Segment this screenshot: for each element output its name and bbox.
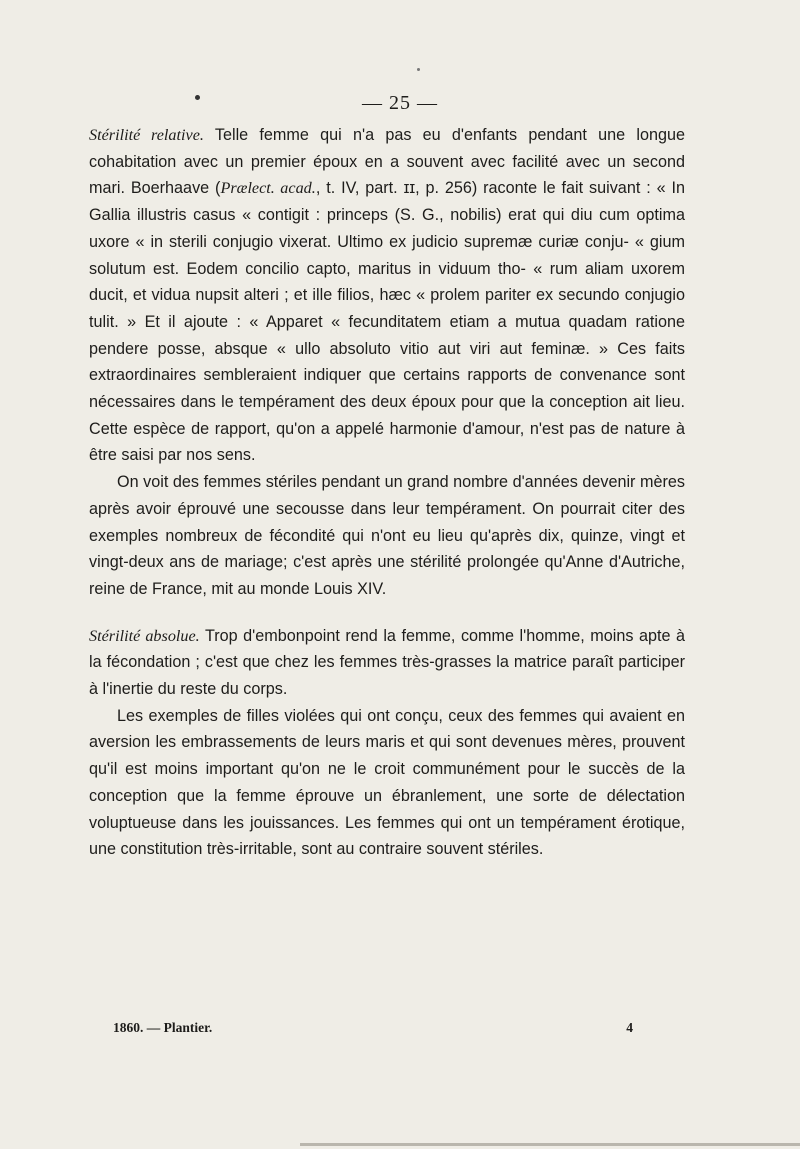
paragraph-text: Trop d'embonpoint rend la femme, comme l'homme, moins apte à la fécondation ; c'est que chez les femmes très-grasses la matrice paraît participer à l'inertie du reste du corps. <box>89 626 685 699</box>
paragraph-relative-sterility <box>89 122 685 469</box>
ink-speck <box>417 68 420 71</box>
section-run-in-heading: Stérilité absolue. <box>89 626 200 645</box>
body-text <box>89 122 685 863</box>
page-footer <box>113 1020 633 1036</box>
signature-mark: 4 <box>626 1020 633 1035</box>
paragraph-examples: Les exemples de filles violées qui ont conçu, ceux des femmes qui avaient en aversion les embrassements de leurs maris et qui sont devenues mères, prouvent qu'il est moins important qu'on ne le croit communément pour le succès de la conception que la femme éprouve un ébranlement, une sorte de délectation voluptueuse dans les jouissances. Les femmes qui ont un tempérament érotique, une constitution très-irritable, sont au contraire souvent stériles. <box>89 706 685 859</box>
citation-title: Prælect. acad. <box>220 179 316 198</box>
paragraph-text: , t. IV, part. ɪɪ, p. 256) raconte le fait suivant : « In Gallia illustris casus « contigit : princeps (S. G., nobilis) erat qui diu cum optima uxore « in sterili conjugio vixerat. Ultimo ex judicio supremæ curiæ conju- « gium solutum est. Eodem concilio capto, maritus in viduum tho- « rum aliam uxorem ducit, et vidua nupsit alteri ; et ille filios, hæc « prolem pariter ex secundo conjugio tulit. » Et il ajoute : « Apparet « fecunditatem etiam a mutua quadam ratione pendere posse, absque « ullo absoluto vitio aut viri aut feminæ. » Ces faits extraordinaires sembleraient indiquer que certains rapports de convenance sont nécessaires dans le tempérament des deux époux pour que la conception ait lieu. Cette espèce de rapport, qu'on a appelé harmonie d'amour, n'est pas de nature à être saisi par nos sens. <box>89 179 685 465</box>
page-number: — 25 — <box>362 92 438 114</box>
section-run-in-heading: Stérilité relative. <box>89 126 204 144</box>
page-edge-shadow <box>300 1143 800 1146</box>
paragraph-sterile-women: On voit des femmes stériles pendant un grand nombre d'années devenir mères après avoir éprouvé une secousse dans leur tempérament. On pourrait citer des exemples nombreux de fécondité qui n'ont eu lieu qu'après dix, quinze, vingt et vingt-deux ans de mariage; c'est après une stérilité prolongée qu'Anne d'Autriche, reine de France, mit au monde Louis XIV. <box>89 473 685 598</box>
paragraph-text: Telle femme qui n'a pas eu d'enfants pendant une longue cohabitation avec un premier époux en a souvent avec facilité avec un second mari. Boerhaave ( <box>89 126 685 198</box>
footer-imprint: 1860. — Plantier. <box>113 1020 213 1035</box>
paragraph-absolute-sterility <box>89 623 685 703</box>
